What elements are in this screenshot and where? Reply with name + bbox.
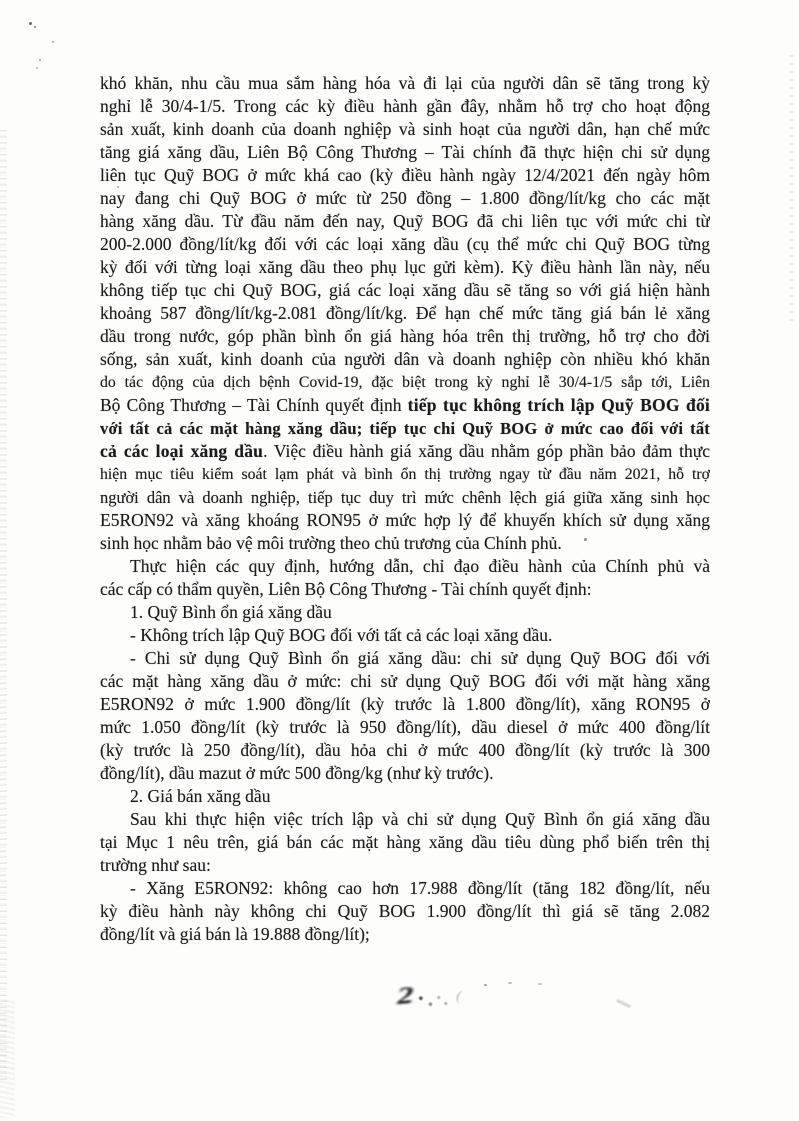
text-line [100, 164, 710, 187]
text-line [100, 72, 710, 95]
text-segment: các mặt hàng xăng dầu ở mức: chi sử dụng Quỹ BOG đối với mặt hàng xăng [100, 671, 710, 691]
scan-edge-noise-right [789, 55, 794, 325]
text-segment: - Xăng E5RON92: không cao hơn 17.988 đồng/lít (tăng 182 đồng/lít, nếu [130, 878, 710, 898]
text-line [100, 187, 710, 210]
text-line [100, 647, 710, 670]
text-segment: . Việc điều hành giá xăng dầu nhằm góp phần bảo đảm thực [263, 441, 710, 461]
text-line [100, 394, 710, 417]
text-segment: 2. Giá bán xăng dầu [130, 786, 271, 806]
text-line [100, 578, 710, 601]
text-line [100, 762, 710, 785]
text-segment: 200-2.000 đồng/lít/kg đối với các loại xăng dầu (cụ thể mức chi Quỹ BOG từng [100, 234, 710, 254]
text-segment: 1. Quỹ Bình ổn giá xăng dầu [130, 602, 332, 622]
text-line [100, 486, 710, 509]
ink-speck [484, 984, 487, 986]
ink-speck [538, 983, 542, 985]
text-segment: đồng/lít), dầu mazut ở mức 500 đồng/kg (như kỳ trước). [100, 763, 494, 783]
text-segment: dầu trong nước, góp phần bình ổn giá hàng hóa trên thị trường, hỗ trợ cho đời [100, 326, 710, 346]
text-segment: E5RON92 ở mức 1.900 đồng/lít (kỳ trước là 1.800 đồng/lít), xăng RON95 ở [100, 694, 710, 714]
text-segment: (kỳ trước là 250 đồng/lít), dầu hỏa chi ở mức 400 đồng/lít (kỳ trước là 300 [100, 740, 710, 760]
text-line [100, 716, 710, 739]
text-segment: khoảng 587 đồng/lít/kg-2.081 đồng/lít/kg. Để hạn chế mức tăng giá bán lẻ xăng [100, 303, 710, 323]
text-segment: sống, sản xuất, kinh doanh của người dân và doanh nghiệp còn nhiều khó khăn [100, 349, 710, 369]
text-segment: Sau khi thực hiện việc trích lập và chi sử dụng Quỹ Bình ổn giá xăng dầu [130, 809, 710, 829]
text-segment: đồng/lít và giá bán là 19.888 đồng/lít); [100, 924, 370, 944]
text-segment: kỳ điều hành này không chi Quỹ BOG 1.900 đồng/lít thì giá sẽ tăng 2.082 [100, 901, 710, 921]
scan-speckle [584, 538, 587, 541]
text-line [100, 532, 710, 555]
text-line [100, 141, 710, 164]
text-segment: do tác động của dịch bệnh Covid-19, đặc biệt trong kỳ nghỉ lễ 30/4-1/5 sắp tới, Liên [100, 374, 710, 391]
text-segment: tăng giá xăng dầu, Liên Bộ Công Thương – Tài chính đã thực hiện chi sử dụng [100, 142, 710, 162]
scan-edge-noise-left [0, 130, 7, 1080]
text-segment: Bộ Công Thương – Tài Chính quyết định [100, 395, 408, 415]
text-segment: tại Mục 1 nêu trên, giá bán các mặt hàng xăng dầu tiêu dùng phổ biến trên thị [100, 832, 710, 852]
text-line [100, 371, 710, 394]
text-segment: sản xuất, kinh doanh của doanh nghiệp và sinh hoạt của người dân, hạn chế mức [100, 119, 710, 139]
text-segment: không tiếp tục chi Quỹ BOG, giá các loại xăng dầu sẽ tăng so với giá hiện hành [100, 280, 710, 300]
ink-smear [616, 999, 631, 1008]
text-line [100, 463, 710, 486]
text-line [100, 693, 710, 716]
text-segment: mức 1.050 đồng/lít (kỳ trước là 950 đồng/lít), dầu diesel ở mức 400 đồng/lít [100, 717, 710, 737]
text-line [100, 900, 710, 923]
scan-speckle [117, 186, 119, 188]
text-line [100, 210, 710, 233]
text-segment: Thực hiện các quy định, hướng dẫn, chỉ đạo điều hành của Chính phủ và [130, 556, 710, 576]
bold-text-segment: với tất cả các mặt hàng xăng dầu; tiếp tục chi Quỹ BOG ở mức cao đối với tất [100, 419, 710, 438]
text-line [100, 256, 710, 279]
text-segment: trường như sau: [100, 855, 211, 875]
bold-text-segment: cả các loại xăng dầu [100, 441, 264, 461]
text-segment: - Không trích lập Quỹ BOG đối với tất cả các loại xăng dầu. [130, 625, 553, 645]
text-segment: hiện mục tiêu kiểm soát lạm phát và bình ổn thị trường ngay từ đầu năm 2021, hỗ trợ [100, 466, 710, 483]
text-line [100, 601, 710, 624]
text-line [100, 785, 710, 808]
text-segment: sinh học nhằm bảo vệ môi trường theo chủ trương của Chính phủ. [100, 533, 562, 553]
scan-bleedthrough [0, 1000, 15, 1118]
text-line [100, 555, 710, 578]
ink-smear [417, 993, 449, 1008]
text-segment: E5RON92 và xăng khoáng RON95 ở mức hợp lý để khuyến khích sử dụng xăng [100, 510, 710, 530]
text-line [100, 325, 710, 348]
ink-smear [455, 990, 468, 1005]
text-line [100, 923, 710, 946]
text-segment: người dân và doanh nghiệp, tiếp tục duy trì mức chênh lệch giá giữa xăng sinh học [100, 488, 710, 507]
text-line [100, 95, 710, 118]
text-line [100, 348, 710, 371]
text-line [100, 877, 710, 900]
text-segment: liên tục Quỹ BOG ở mức khá cao (kỳ điều hành ngày 12/4/2021 đến ngày hôm [100, 165, 710, 185]
document-body [100, 72, 710, 946]
text-segment: nay đang chi Quỹ BOG ở mức từ 250 đồng – 1.800 đồng/lít/kg cho các mặt [100, 188, 710, 208]
scan-speckle [34, 26, 36, 28]
text-segment: khó khăn, nhu cầu mua sắm hàng hóa và đi lại của người dân sẽ tăng trong kỳ [100, 73, 710, 93]
scan-speckle [39, 59, 41, 61]
text-line [100, 854, 710, 877]
text-line [100, 739, 710, 762]
text-segment: nghỉ lễ 30/4-1/5. Trong các kỳ điều hành gần đây, nhằm hỗ trợ cho hoạt động [100, 96, 710, 116]
page-number-smudge [396, 976, 646, 1016]
bold-text-segment: tiếp tục không trích lập Quỹ BOG đối [407, 395, 710, 415]
text-line [100, 831, 710, 854]
text-line [100, 279, 710, 302]
text-line [100, 808, 710, 831]
scan-speckle [52, 41, 54, 43]
scan-speckle [36, 67, 38, 69]
text-line [100, 670, 710, 693]
text-line [100, 302, 710, 325]
text-segment: các cấp có thẩm quyền, Liên Bộ Công Thương - Tài chính quyết định: [100, 579, 592, 599]
text-segment: hàng xăng dầu. Từ đầu năm đến nay, Quỹ BOG đã chi liên tục với mức chi từ [100, 211, 710, 231]
text-line [100, 509, 710, 532]
text-line [100, 118, 710, 141]
text-line [100, 440, 710, 463]
text-segment: kỳ đối với từng loại xăng dầu theo phụ lục gửi kèm). Kỳ điều hành lần này, nếu [100, 257, 710, 277]
scan-speckle [29, 22, 33, 26]
text-line [100, 233, 710, 256]
page-number: 2 [394, 982, 416, 1011]
text-segment: - Chi sử dụng Quỹ Bình ổn giá xăng dầu: chi sử dụng Quỹ BOG đối với [130, 648, 710, 668]
text-line [100, 417, 710, 440]
ink-speck [508, 982, 512, 984]
text-line [100, 624, 710, 647]
